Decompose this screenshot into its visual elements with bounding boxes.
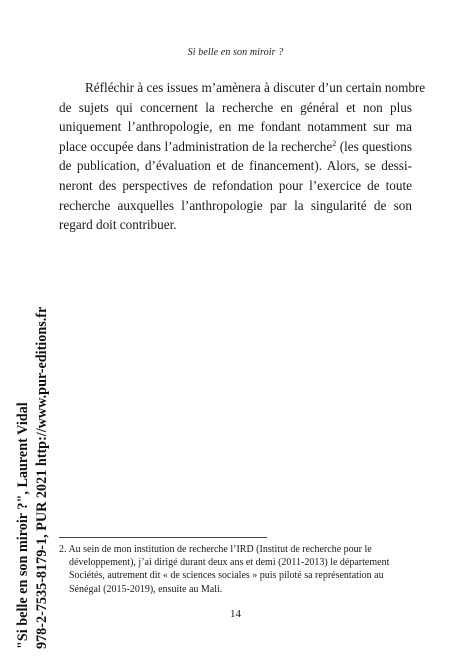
body-line: de publication, d’évaluation et de financement). Alors, se dessi- <box>59 158 412 174</box>
footnote-line: 2. Au sein de mon institution de recherche l’IRD (Institut de recherche pour le <box>59 544 372 555</box>
body-line-tail: (les questions <box>336 138 412 154</box>
body-line: Réfléchir à ces issues m’amènera à discuter d’un certain nombre <box>85 80 426 95</box>
body-line: de sujets qui concernent la recherche en général et non plus <box>59 99 412 115</box>
body-line: recherche auxquelles l’anthropologie par la singularité de son <box>59 197 412 213</box>
body-line: neront des perspectives de refondation pour l’exercice de toute <box>59 177 412 193</box>
body-paragraph <box>59 78 426 235</box>
footnote <box>59 543 412 596</box>
footnote-line: développement), j’ai dirigé durant deux ans et demi (2011-2013) le département <box>69 557 390 569</box>
page-number: 14 <box>230 608 241 620</box>
body-line: regard doit contribuer. <box>59 217 177 233</box>
body-line: uniquement l’anthropologie, en me fondant notamment sur ma <box>59 119 412 135</box>
footnote-reference[interactable]: 2 <box>332 138 337 148</box>
footnote-line: Sociétés, autrement dit « de sciences sociales » puis piloté sa représentation au <box>69 570 384 582</box>
watermark-isbn-line: 978-2-7535-8179-1, PUR 2021 http://www.pur-editions.fr <box>34 306 50 649</box>
side-watermark <box>14 0 52 659</box>
footnote-divider <box>59 537 267 538</box>
body-line-with-note <box>59 137 412 157</box>
body-line-text: place occupée dans l’administration de la recherche <box>59 138 333 154</box>
watermark-title-line: "Si belle en son miroir ?", Laurent Vidal <box>15 402 31 649</box>
running-title: Si belle en son miroir ? <box>187 47 284 58</box>
footnote-line: Sénégal (2015-2019), ensuite au Mali. <box>69 583 223 595</box>
